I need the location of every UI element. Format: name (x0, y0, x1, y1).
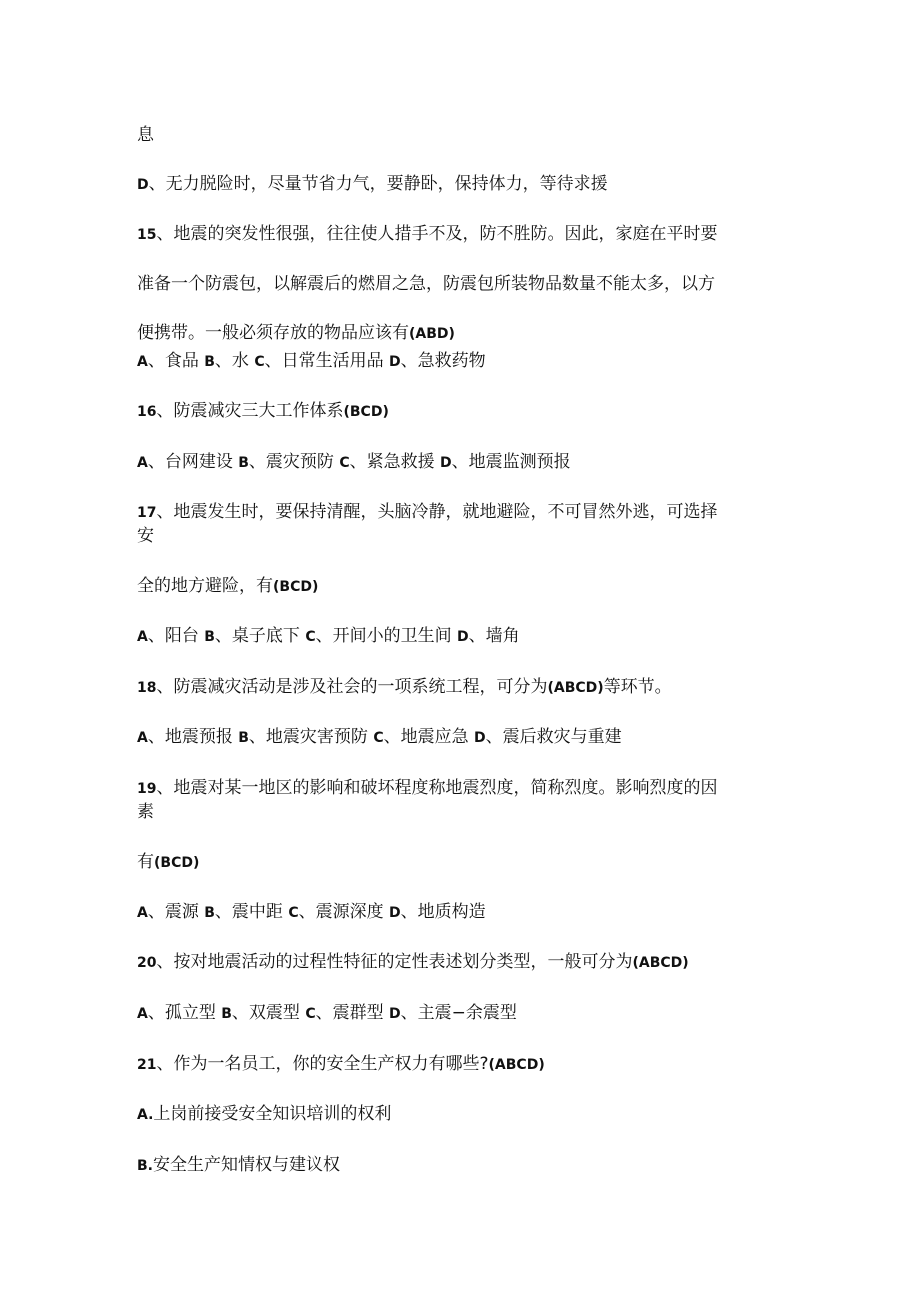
text-line (137, 123, 800, 147)
text-segment: 、双震型 (231, 1003, 306, 1023)
text-line (137, 172, 800, 197)
text-line (137, 399, 800, 424)
text-segment: 、水 (214, 351, 255, 371)
bold-label: C (339, 455, 350, 471)
text-line (137, 725, 800, 750)
text-line (137, 524, 800, 548)
text-segment: 、地震的突发性很强，往往使人措手不及，防不胜防。因此，家庭在平时要 (156, 224, 718, 244)
bold-label: C (305, 629, 316, 645)
bold-label: A (137, 629, 148, 645)
text-line (137, 1052, 800, 1077)
text-segment: 、台网建设 (147, 452, 239, 472)
text-line (137, 222, 800, 247)
bold-label: B (238, 455, 249, 471)
text-segment: 安 (137, 526, 154, 546)
text-segment: 、地震预报 (147, 727, 239, 747)
bold-label: C (373, 730, 384, 746)
bold-label: 16 (137, 404, 157, 420)
text-segment: 、地震监测预报 (451, 452, 571, 472)
text-line (137, 1001, 800, 1026)
bold-label: A (137, 354, 148, 370)
text-segment: 、震群型 (315, 1003, 390, 1023)
bold-label: 15 (137, 227, 157, 243)
text-segment: 有 (137, 852, 154, 872)
bold-label: A (137, 730, 148, 746)
bold-label: (BCD) (343, 404, 389, 420)
text-segment: 等环节。 (603, 677, 672, 697)
text-segment: 、孤立型 (147, 1003, 222, 1023)
text-segment: 、防震减灾活动是涉及社会的一项系统工程，可分为 (156, 677, 548, 697)
text-line (137, 450, 800, 475)
text-segment: 、地震灾害预防 (248, 727, 374, 747)
bold-label: C (305, 1006, 316, 1022)
text-segment: 、震后救灾与重建 (485, 727, 622, 747)
text-segment: 安全生产知情权与建议权 (153, 1155, 340, 1175)
text-line (137, 500, 800, 525)
text-segment: 上岗前接受安全知识培训的权利 (153, 1104, 392, 1124)
text-line (137, 675, 800, 700)
text-segment: 、按对地震活动的过程性特征的定性表述划分类型，一般可分为 (156, 952, 633, 972)
bold-label: A (137, 455, 148, 471)
text-line (137, 1102, 800, 1127)
text-segment: 、阳台 (147, 626, 205, 646)
bold-label: D (137, 177, 149, 193)
bold-label: (ABCD) (547, 680, 604, 696)
bold-label: 19 (137, 781, 157, 797)
bold-label: D (440, 455, 452, 471)
bold-label: B (221, 1006, 232, 1022)
bold-label: D (389, 905, 401, 921)
text-segment: 、主震−余震型 (400, 1003, 517, 1023)
text-line (137, 624, 800, 649)
bold-label: (BCD) (154, 855, 200, 871)
text-segment: 素 (137, 802, 154, 822)
text-segment: 、紧急救援 (349, 452, 441, 472)
bold-label: (ABD) (409, 326, 455, 342)
text-segment: 、震源深度 (298, 902, 390, 922)
text-segment: 息 (137, 125, 154, 145)
text-segment: 、日常生活用品 (264, 351, 390, 371)
bold-label: A (137, 905, 148, 921)
bold-label: (ABCD) (488, 1057, 545, 1073)
text-segment: 、地震发生时，要保持清醒，头脑冷静，就地避险，不可冒然外逃，可选择 (156, 502, 718, 522)
bold-label: C (288, 905, 299, 921)
text-line (137, 349, 800, 374)
bold-label: (ABCD) (632, 955, 689, 971)
bold-label: 18 (137, 680, 157, 696)
bold-label: D (389, 1006, 401, 1022)
bold-label: B (238, 730, 249, 746)
bold-label: D (389, 354, 401, 370)
text-segment: 、地震应急 (383, 727, 475, 747)
bold-label: A (137, 1006, 148, 1022)
text-segment: 、震灾预防 (248, 452, 340, 472)
text-line (137, 800, 800, 824)
text-line (137, 950, 800, 975)
bold-label: B (204, 905, 215, 921)
text-segment: 全的地方避险，有 (137, 576, 273, 596)
text-segment: 、作为一名员工，你的安全生产权力有哪些? (156, 1054, 489, 1074)
bold-label: B (204, 629, 215, 645)
text-segment: 、食品 (147, 351, 205, 371)
bold-label: D (474, 730, 486, 746)
bold-label: (BCD) (273, 579, 319, 595)
bold-label: D (457, 629, 469, 645)
text-segment: 、震源 (147, 902, 205, 922)
text-segment: 便携带。一般必须存放的物品应该有 (137, 323, 409, 343)
text-segment: 、急救药物 (400, 351, 486, 371)
text-segment: 、无力脱险时，尽量节省力气，要静卧，保持体力，等待求援 (148, 174, 608, 194)
text-line (137, 900, 800, 925)
bold-label: B. (137, 1158, 153, 1174)
text-line (137, 574, 800, 599)
text-line (137, 321, 800, 346)
bold-label: B (204, 354, 215, 370)
bold-label: A. (137, 1107, 154, 1123)
bold-label: 20 (137, 955, 157, 971)
text-segment: 、墙角 (468, 626, 520, 646)
text-line (137, 1153, 800, 1178)
text-segment: 、防震减灾三大工作体系 (156, 401, 344, 421)
text-line (137, 850, 800, 875)
bold-label: 21 (137, 1057, 157, 1073)
text-segment: 、地震对某一地区的影响和破坏程度称地震烈度，简称烈度。影响烈度的因 (156, 778, 718, 798)
text-segment: 、开间小的卫生间 (315, 626, 458, 646)
text-segment: 、地质构造 (400, 902, 486, 922)
text-line (137, 272, 800, 296)
text-segment: 、桌子底下 (214, 626, 306, 646)
text-segment: 、震中距 (214, 902, 289, 922)
bold-label: 17 (137, 505, 157, 521)
text-line (137, 776, 800, 801)
bold-label: C (254, 354, 265, 370)
text-segment: 准备一个防震包，以解震后的燃眉之急，防震包所装物品数量不能太多，以方 (137, 274, 715, 294)
